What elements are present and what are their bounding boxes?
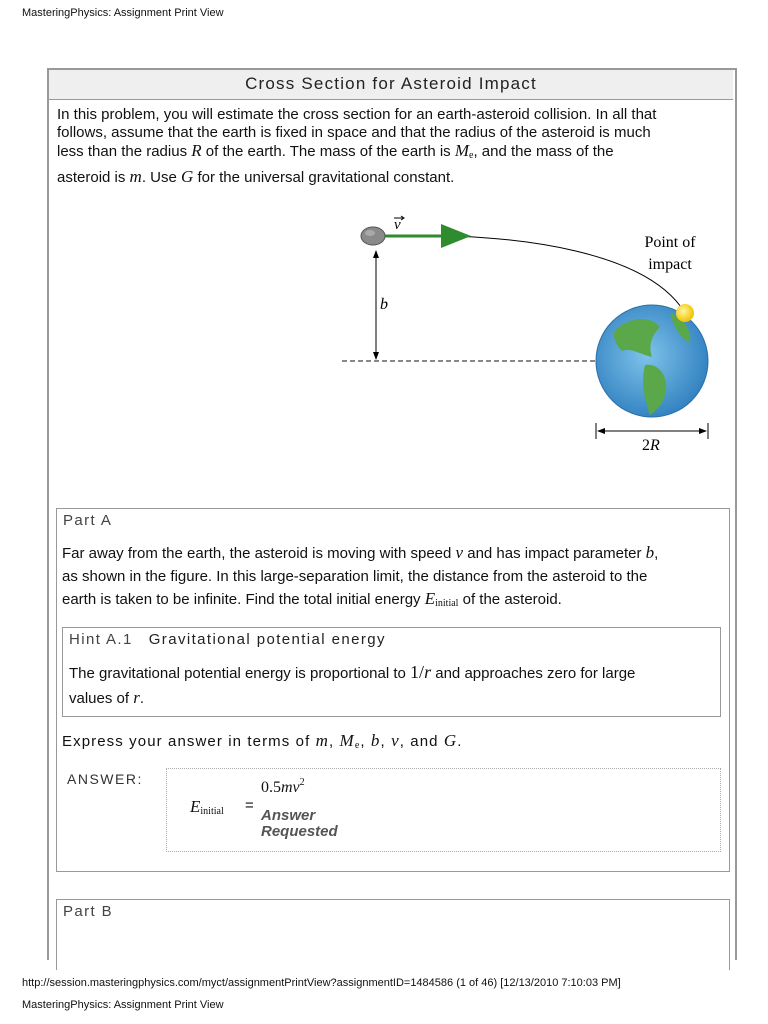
var-m: m <box>129 167 142 186</box>
hint-heading[interactable] <box>69 631 386 648</box>
diameter-number: 2 <box>642 437 650 454</box>
part-a-question-line-2: as shown in the figure. In this large-separation limit, the distance from the asteroid to the <box>62 568 648 585</box>
hint-id: Hint A.1 <box>69 631 133 648</box>
question-text: of the asteroid. <box>458 591 562 608</box>
answer-lhs <box>190 797 224 817</box>
hint-text: . <box>139 690 145 707</box>
answer-status: Answer Requested <box>261 807 338 840</box>
hint-expr: 1/ <box>410 662 425 682</box>
answer-variable: mv <box>281 779 300 796</box>
asteroid-figure <box>330 205 720 465</box>
intro-line-4 <box>57 167 454 187</box>
answer-exponent: 2 <box>299 777 305 788</box>
express-sep: , and <box>399 733 444 750</box>
express-text: Express your answer in terms of <box>62 733 316 750</box>
impact-parameter-label: b <box>380 296 388 313</box>
intro-text: . Use <box>141 169 182 186</box>
velocity-label: v <box>394 217 401 233</box>
var-M: M <box>454 141 470 160</box>
var-b: b <box>370 731 381 750</box>
hint-text: and approaches zero for large <box>431 665 636 682</box>
answer-coefficient: 0.5 <box>261 779 281 796</box>
hint-title[interactable]: Gravitational potential energy <box>148 631 386 648</box>
hint-line-2 <box>69 688 144 708</box>
answer-value <box>261 777 305 797</box>
part-a-question-line-3 <box>62 589 562 613</box>
part-a-question-line-1 <box>62 543 658 563</box>
answer-equals: = <box>245 797 254 814</box>
asteroid-icon <box>361 227 385 245</box>
var-E-subscript: initial <box>435 598 459 609</box>
intro-text: asteroid is <box>57 169 130 186</box>
var-G: G <box>443 731 458 750</box>
print-footer-title: MasteringPhysics: Assignment Print View <box>22 999 224 1011</box>
print-footer-url: http://session.masteringphysics.com/myct/assignmentPrintView?assignmentID=1484586 (1 of 46) [12/13/2010 7:10:03 PM] <box>22 977 621 989</box>
print-header-title: MasteringPhysics: Assignment Print View <box>22 7 224 19</box>
intro-line-3 <box>57 141 614 165</box>
express-end: . <box>457 733 463 750</box>
intro-line-2: follows, assume that the earth is fixed in space and that the radius of the asteroid is much <box>57 124 651 141</box>
question-text: , <box>654 545 659 562</box>
var-m: m <box>315 731 329 750</box>
problem-title: Cross Section for Asteroid Impact <box>245 74 537 93</box>
var-r: r <box>424 662 432 682</box>
intro-text: of the earth. The mass of the earth is <box>201 143 455 160</box>
part-a-heading: Part A <box>63 512 113 529</box>
intro-text: less than the radius <box>57 143 192 160</box>
var-M-subscript: e <box>469 150 474 161</box>
var-M-subscript: e <box>354 740 361 751</box>
intro-text: for the universal gravitational constant. <box>193 169 455 186</box>
impact-point-icon <box>676 304 694 322</box>
var-E: E <box>190 797 201 816</box>
part-b-heading: Part B <box>63 903 114 920</box>
diameter-label <box>642 437 660 454</box>
var-M: M <box>339 731 355 750</box>
hint-line-1 <box>69 663 635 683</box>
answer-label: ANSWER: <box>67 771 143 787</box>
express-sep: , <box>329 733 340 750</box>
hint-text: The gravitational potential energy is proportional to <box>69 665 411 682</box>
trajectory-curve <box>376 235 685 313</box>
question-text: earth is taken to be infinite. Find the total initial energy <box>62 591 425 608</box>
var-R: R <box>191 141 202 160</box>
intro-text: , and the mass of the <box>473 143 614 160</box>
hint-text: values of <box>69 690 134 707</box>
part-b-box <box>56 899 730 970</box>
express-sep: , <box>380 733 392 750</box>
express-sep: , <box>360 733 371 750</box>
var-v: v <box>391 731 400 750</box>
diameter-variable: R <box>650 437 660 454</box>
asteroid-highlight <box>365 230 375 236</box>
var-v: v <box>455 543 464 562</box>
point-of-impact-label-2: impact <box>648 256 692 273</box>
var-E-subscript: initial <box>200 806 224 817</box>
intro-line-1: In this problem, you will estimate the cross section for an earth-asteroid collision. In all that <box>57 106 657 123</box>
question-text: and has impact parameter <box>463 545 646 562</box>
var-b: b <box>645 543 655 562</box>
express-instruction <box>62 731 463 751</box>
var-G: G <box>181 167 194 186</box>
var-r: r <box>133 688 140 707</box>
question-text: Far away from the earth, the asteroid is moving with speed <box>62 545 456 562</box>
var-E: E <box>424 589 436 608</box>
point-of-impact-label-1: Point of <box>644 234 696 251</box>
